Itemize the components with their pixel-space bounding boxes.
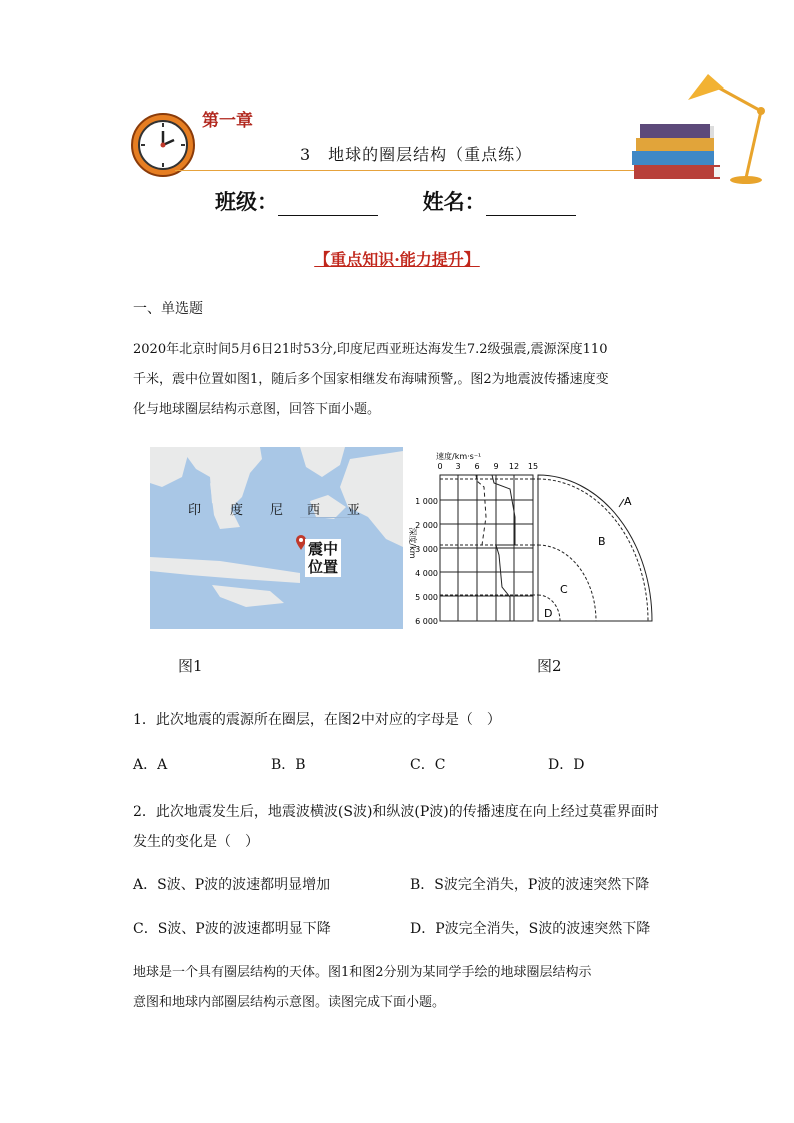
passage-line: 化与地球圈层结构示意图，回答下面小题。 [133, 402, 381, 417]
section-title: 一、单选题 [133, 301, 203, 317]
x-axis-label: 速度/km·s⁻¹ [436, 452, 482, 461]
y-tick: 1 000 [415, 497, 438, 506]
y-tick: 6 000 [415, 617, 438, 626]
question-line: 发生的变化是（ ） [133, 834, 259, 850]
layer-label-b: B [598, 535, 606, 548]
passage-1 [133, 335, 673, 425]
layer-label-a: A [624, 495, 632, 508]
section-banner: 【重点知识·能力提升】 [314, 250, 480, 269]
class-input[interactable] [278, 195, 378, 216]
q1-option-c[interactable]: C．C [410, 757, 446, 773]
name-input[interactable] [486, 195, 576, 216]
passage-2 [133, 958, 673, 1018]
q2-option-b[interactable]: B．S波完全消失，P波的波速突然下降 [410, 877, 650, 893]
figure-2-caption: 图2 [537, 657, 562, 675]
layer-label-d: D [544, 607, 553, 620]
name-label: 姓名： [422, 189, 486, 214]
x-tick: 9 [493, 462, 499, 471]
q1-option-b[interactable]: B．B [271, 757, 306, 773]
layer-label-c: C [560, 583, 568, 596]
y-axis-label: 深度/km [408, 527, 417, 559]
class-label: 班级： [215, 189, 278, 214]
question-line: 2．此次地震发生后，地震波横波(S波)和纵波(P波)的传播速度在向上经过莫霍界面时 [133, 804, 659, 820]
q2-option-d[interactable]: D．P波完全消失，S波的波速突然下降 [410, 921, 651, 937]
chapter-label: 第一章 [202, 111, 253, 131]
y-tick: 3 000 [415, 545, 438, 554]
map-label: 度 [230, 503, 244, 518]
class-name-line [215, 186, 576, 216]
map-label: 西 [307, 503, 321, 518]
figure-1-map [150, 447, 403, 629]
y-tick: 2 000 [415, 521, 438, 530]
x-tick: 3 [455, 462, 461, 471]
books-lamp-icon [626, 66, 772, 186]
q2-option-c[interactable]: C．S波、P波的波速都明显下降 [133, 921, 331, 937]
q2-option-a[interactable]: A．S波、P波的波速都明显增加 [133, 877, 331, 893]
passage-line: 意图和地球内部圈层结构示意图。读图完成下面小题。 [133, 995, 446, 1010]
passage-line: 2020年北京时间5月6日21时53分,印度尼西亚班达海发生7.2级强震,震源深度110 [133, 342, 608, 357]
x-tick: 0 [437, 462, 443, 471]
page-title: 3 地球的圈层结构（重点练） [300, 145, 533, 164]
map-label: 尼 [270, 503, 284, 518]
question-1-stem: 1．此次地震的震源所在圈层，在图2中对应的字母是（ ） [133, 712, 501, 728]
x-tick: 6 [474, 462, 480, 471]
q1-option-a[interactable]: A．A [133, 757, 168, 773]
x-tick: 12 [508, 462, 520, 471]
y-tick: 5 000 [415, 593, 438, 602]
question-2-stem [133, 797, 693, 857]
q1-option-d[interactable]: D．D [548, 757, 585, 773]
passage-line: 千米，震中位置如图1，随后多个国家相继发布海啸预警,。图2为地震波传播速度变 [133, 372, 609, 387]
figure-1-caption: 图1 [178, 657, 203, 675]
map-label: 印 [188, 503, 202, 518]
header-divider [175, 170, 635, 171]
x-tick: 15 [527, 462, 539, 471]
y-tick: 4 000 [415, 569, 438, 578]
epicenter-label: 震中 位置 [305, 539, 341, 577]
figure-2-diagram [402, 447, 657, 627]
clock-icon [130, 112, 196, 178]
passage-line: 地球是一个具有圈层结构的天体。图1和图2分别为某同学手绘的地球圈层结构示 [133, 965, 592, 980]
map-label: 亚 [347, 503, 361, 518]
